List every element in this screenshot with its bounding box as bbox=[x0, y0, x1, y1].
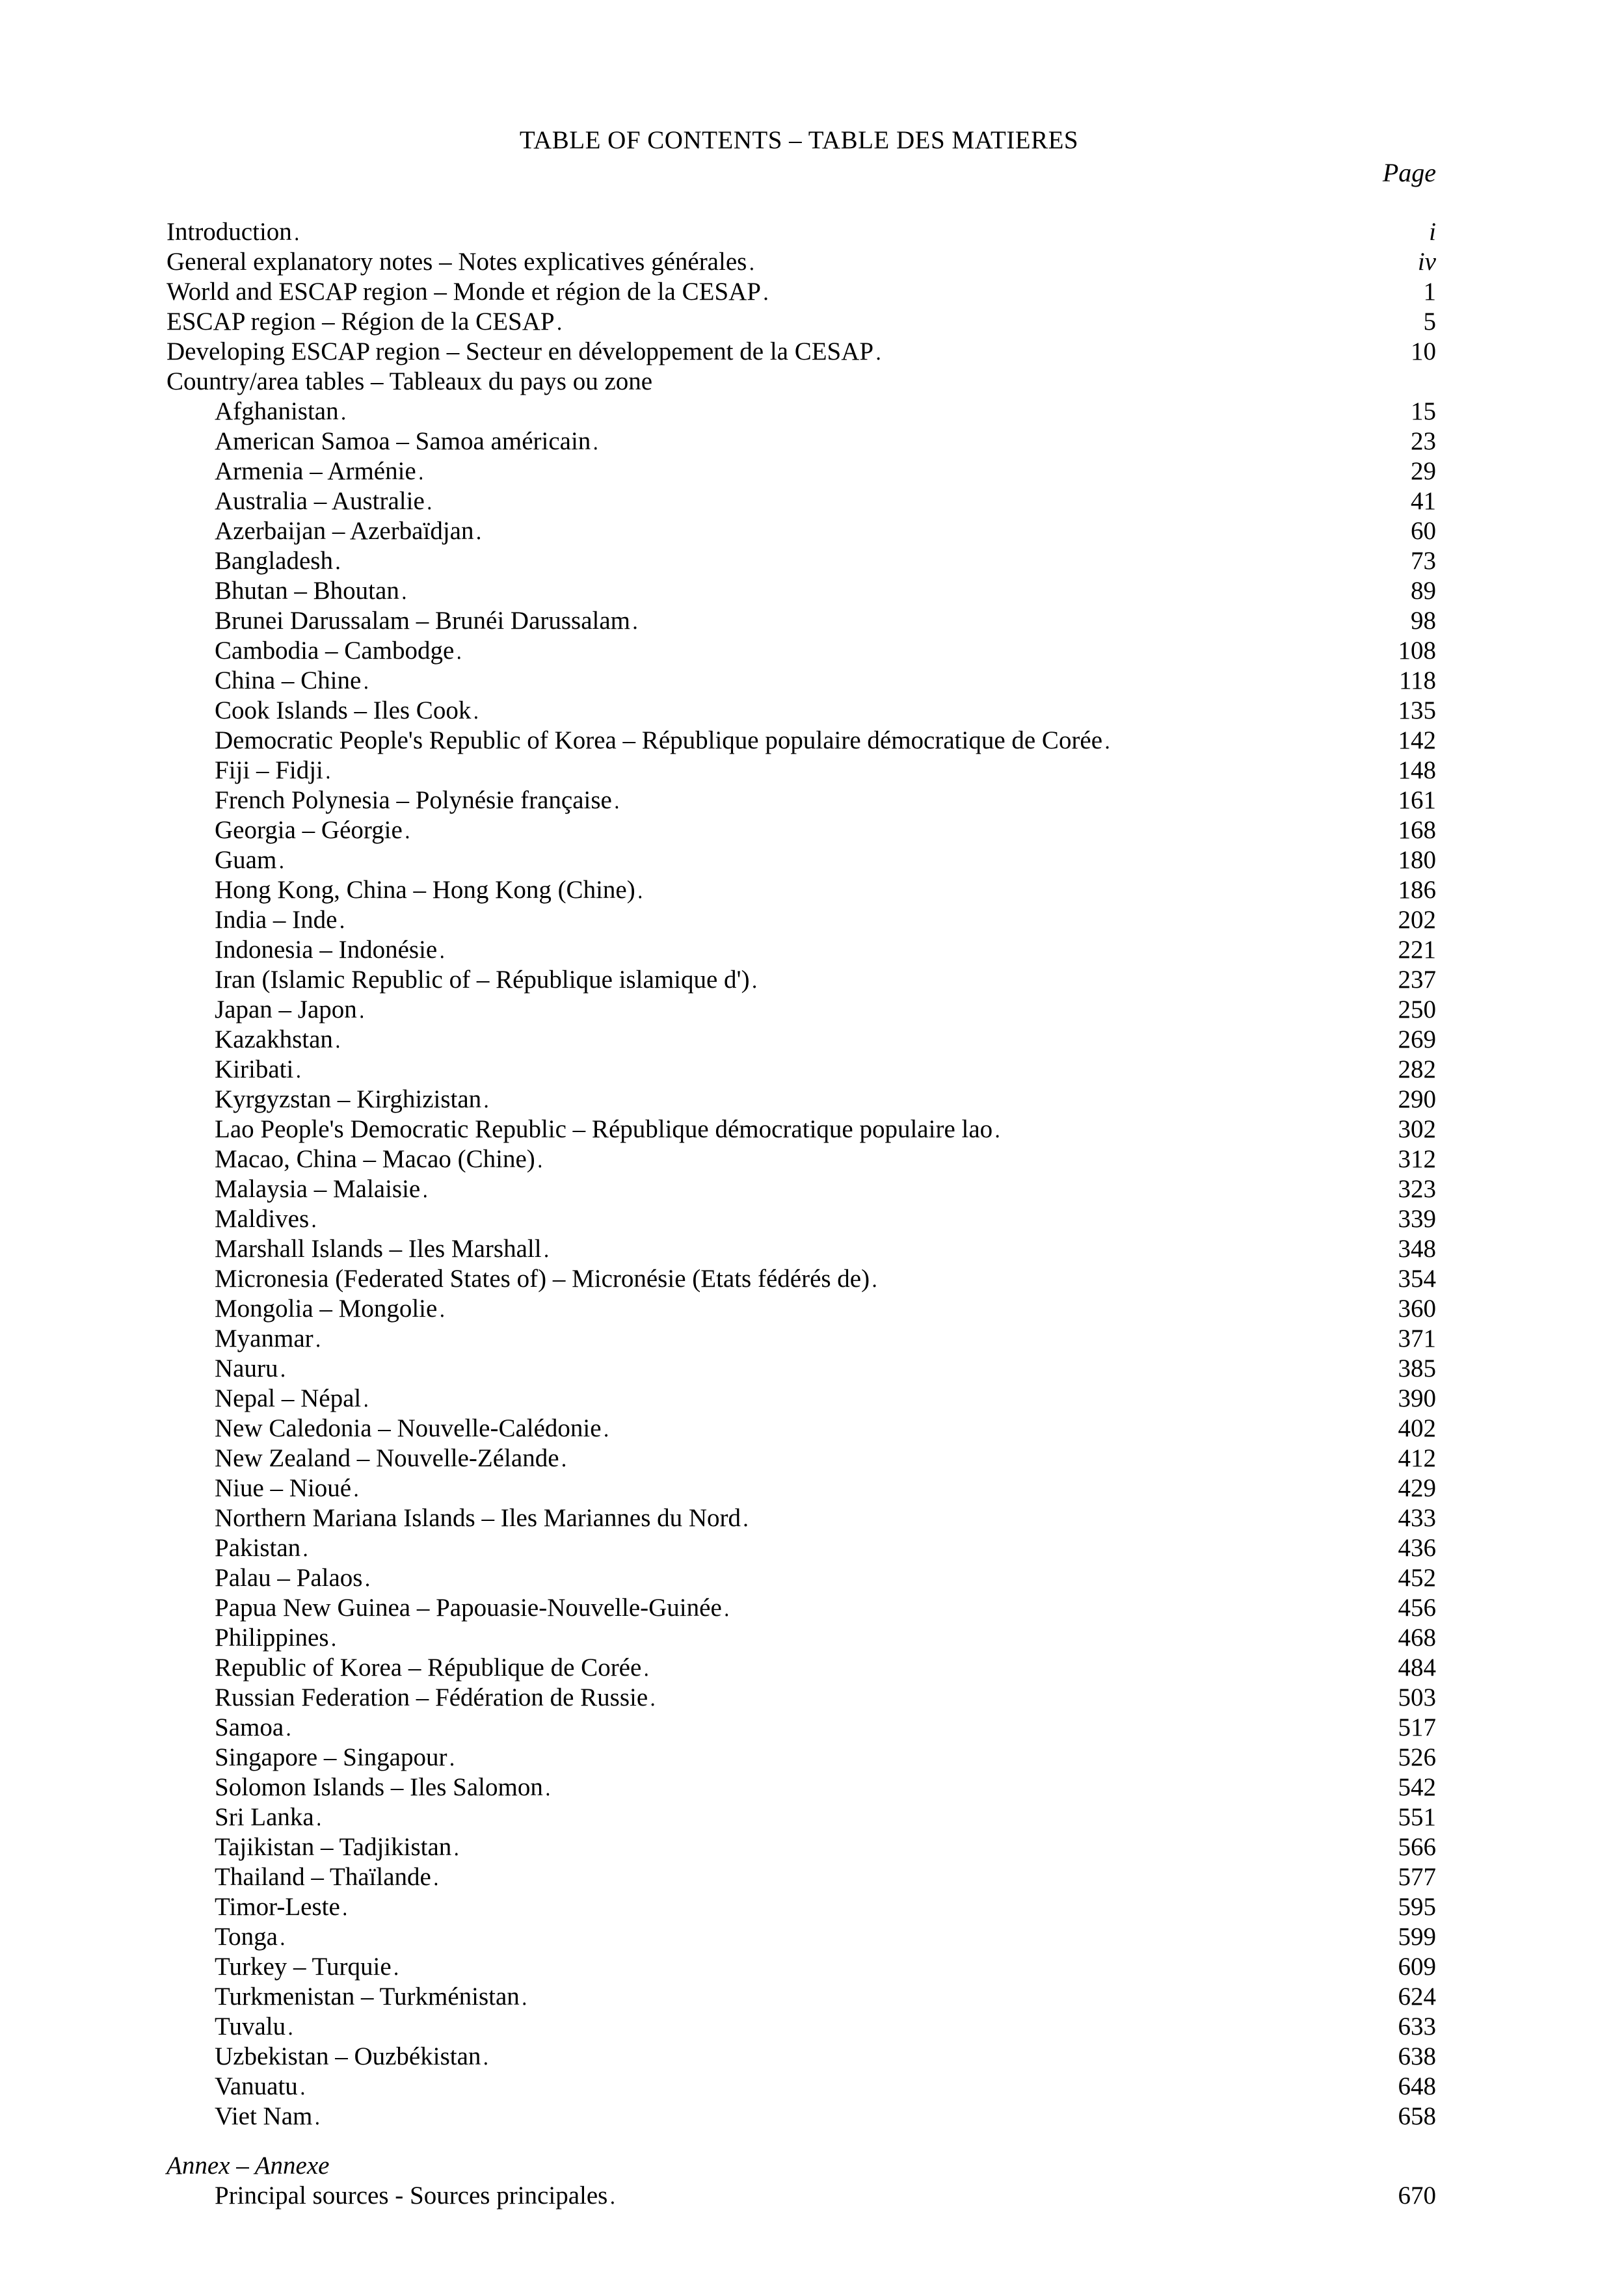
dot-leader bbox=[419, 456, 1408, 489]
entry-label: China – Chine bbox=[215, 666, 362, 694]
dot-leader bbox=[743, 1503, 1395, 1536]
entry-label: Introduction bbox=[166, 218, 292, 246]
entry-label: Philippines bbox=[215, 1624, 329, 1652]
entry-label: New Caledonia – Nouvelle-Calédonie bbox=[215, 1414, 602, 1442]
entry-label: Malaysia – Malaisie bbox=[215, 1175, 421, 1203]
entry-page-number: 142 bbox=[1398, 726, 1436, 754]
dot-leader bbox=[343, 1892, 1396, 1925]
country-entry[interactable] bbox=[166, 1533, 1436, 1563]
entry-page-number: 609 bbox=[1398, 1953, 1436, 1981]
entry-label: Hong Kong, China – Hong Kong (Chine) bbox=[215, 876, 635, 904]
entry-page-number: 118 bbox=[1398, 666, 1436, 694]
dot-leader bbox=[764, 277, 1421, 310]
dot-leader bbox=[300, 2072, 1396, 2104]
entry-label: Bhutan – Bhoutan bbox=[215, 577, 399, 605]
country-entry[interactable] bbox=[166, 1384, 1436, 1414]
country-entry[interactable] bbox=[166, 1773, 1436, 1802]
dot-leader bbox=[405, 815, 1396, 848]
country-entry[interactable] bbox=[166, 1713, 1436, 1743]
entry-label: Fiji – Fidji bbox=[215, 756, 323, 784]
dot-leader bbox=[423, 1174, 1395, 1207]
country-entry[interactable] bbox=[166, 756, 1436, 785]
country-entry[interactable] bbox=[166, 1324, 1436, 1354]
entry-label: Micronesia (Federated States of) – Micronésie (Etats fédérés de) bbox=[215, 1265, 870, 1293]
entry-label: Afghanistan bbox=[215, 397, 339, 425]
entry-page-number: 517 bbox=[1398, 1713, 1436, 1741]
country-entry[interactable] bbox=[166, 1892, 1436, 1922]
entry-label: Turkey – Turquie bbox=[215, 1953, 392, 1981]
entry-label: Niue – Nioué bbox=[215, 1474, 352, 1502]
entry-page-number: 551 bbox=[1398, 1803, 1436, 1831]
country-entry[interactable] bbox=[166, 1952, 1436, 1982]
entry-label: World and ESCAP region – Monde et région de la CESAP bbox=[166, 278, 761, 306]
entry-label: Guam bbox=[215, 846, 277, 874]
entry-page-number: 10 bbox=[1411, 337, 1436, 365]
entry-page-number: 5 bbox=[1423, 308, 1436, 336]
dot-leader bbox=[316, 1324, 1396, 1356]
dot-leader bbox=[593, 427, 1408, 459]
dot-leader bbox=[280, 1354, 1395, 1386]
entry-label: New Zealand – Nouvelle-Zélande bbox=[215, 1444, 559, 1472]
front-matter-entry[interactable] bbox=[166, 307, 1436, 337]
dot-leader bbox=[332, 1623, 1396, 1656]
entry-page-number: 503 bbox=[1398, 1683, 1436, 1711]
country-entry[interactable] bbox=[166, 1623, 1436, 1653]
entry-page-number: 180 bbox=[1398, 846, 1436, 874]
entry-page-number: 648 bbox=[1398, 2072, 1436, 2100]
front-matter-entry[interactable] bbox=[166, 217, 1436, 247]
dot-leader bbox=[279, 845, 1395, 878]
dot-leader bbox=[476, 516, 1408, 549]
entry-label: Singapore – Singapour bbox=[215, 1743, 447, 1771]
country-entry[interactable] bbox=[166, 486, 1436, 516]
entry-page-number: 269 bbox=[1398, 1025, 1436, 1053]
dot-leader bbox=[364, 666, 1396, 698]
entry-page-number: 148 bbox=[1398, 756, 1436, 784]
entry-page-number: 135 bbox=[1398, 696, 1436, 724]
country-entry[interactable] bbox=[166, 1683, 1436, 1713]
entry-page-number: 633 bbox=[1398, 2012, 1436, 2040]
entry-page-number: 290 bbox=[1398, 1085, 1436, 1113]
country-tables-heading: Country/area tables – Tableaux du pays ou zone bbox=[166, 367, 653, 395]
country-entry[interactable] bbox=[166, 1264, 1436, 1294]
country-entry[interactable] bbox=[166, 1862, 1436, 1892]
table-of-contents bbox=[166, 217, 1436, 2131]
country-entry[interactable] bbox=[166, 456, 1436, 486]
country-entry[interactable] bbox=[166, 696, 1436, 726]
entry-page-number: 526 bbox=[1398, 1743, 1436, 1771]
entry-label: Uzbekistan – Ouzbékistan bbox=[215, 2042, 481, 2070]
dot-leader bbox=[440, 1294, 1395, 1326]
dot-leader bbox=[604, 1414, 1396, 1446]
country-entry[interactable] bbox=[166, 397, 1436, 427]
dot-leader bbox=[633, 606, 1408, 639]
entry-label: Tajikistan – Tadjikistan bbox=[215, 1833, 452, 1861]
country-entry[interactable] bbox=[166, 576, 1436, 606]
country-entry[interactable] bbox=[166, 1174, 1436, 1204]
entry-label: Cook Islands – Iles Cook bbox=[215, 696, 472, 724]
entry-page-number: 302 bbox=[1398, 1115, 1436, 1143]
dot-leader bbox=[341, 397, 1408, 429]
dot-leader bbox=[312, 1204, 1395, 1237]
entry-page-number: 23 bbox=[1411, 427, 1436, 455]
country-entry[interactable] bbox=[166, 516, 1436, 546]
entry-page-number: 385 bbox=[1398, 1354, 1436, 1382]
entry-page-number: 484 bbox=[1398, 1654, 1436, 1682]
entry-label: Papua New Guinea – Papouasie-Nouvelle-Guinée bbox=[215, 1594, 722, 1622]
entry-page-number: 186 bbox=[1398, 876, 1436, 904]
country-entry[interactable] bbox=[166, 965, 1436, 995]
dot-leader bbox=[522, 1982, 1396, 2014]
entry-label: French Polynesia – Polynésie française bbox=[215, 786, 612, 814]
country-entry[interactable] bbox=[166, 1294, 1436, 1324]
front-matter-entry[interactable] bbox=[166, 247, 1436, 277]
entry-label: Sri Lanka bbox=[215, 1803, 314, 1831]
entry-label: Developing ESCAP region – Secteur en développement de la CESAP bbox=[166, 337, 874, 365]
entry-page-number: 658 bbox=[1398, 2102, 1436, 2130]
country-list bbox=[166, 397, 1436, 2131]
entry-label: Macao, China – Macao (Chine) bbox=[215, 1145, 535, 1173]
dot-leader bbox=[296, 1055, 1395, 1087]
country-entry[interactable] bbox=[166, 2042, 1436, 2072]
entry-page-number: 348 bbox=[1398, 1235, 1436, 1263]
page-column-label: Page bbox=[1382, 158, 1436, 187]
entry-page-number: 468 bbox=[1398, 1624, 1436, 1652]
country-entry[interactable] bbox=[166, 905, 1436, 935]
country-entry[interactable] bbox=[166, 1234, 1436, 1264]
dot-leader bbox=[434, 1862, 1396, 1895]
entry-page-number: i bbox=[1429, 218, 1436, 246]
entry-label: Japan – Japon bbox=[215, 996, 357, 1023]
country-entry[interactable] bbox=[166, 666, 1436, 696]
dot-leader bbox=[749, 247, 1415, 280]
dot-leader bbox=[315, 2102, 1395, 2134]
dot-leader bbox=[402, 576, 1408, 609]
entry-page-number: 250 bbox=[1398, 996, 1436, 1023]
entry-label: India – Inde bbox=[215, 906, 338, 934]
entry-label: Maldives bbox=[215, 1205, 310, 1233]
country-entry[interactable] bbox=[166, 546, 1436, 576]
country-entry[interactable] bbox=[166, 1653, 1436, 1683]
dot-leader bbox=[457, 636, 1395, 668]
entry-label: Bangladesh bbox=[215, 547, 333, 575]
country-entry[interactable] bbox=[166, 1922, 1436, 1952]
entry-label: Cambodia – Cambodge bbox=[215, 637, 455, 665]
country-entry[interactable] bbox=[166, 726, 1436, 756]
dot-leader bbox=[280, 1922, 1396, 1955]
country-entry[interactable] bbox=[166, 1832, 1436, 1862]
entry-page-number: 60 bbox=[1411, 517, 1436, 545]
entry-page-number: 73 bbox=[1411, 547, 1436, 575]
country-entry[interactable] bbox=[166, 785, 1436, 815]
country-entry[interactable] bbox=[166, 2102, 1436, 2131]
entry-label: Georgia – Géorgie bbox=[215, 816, 403, 844]
dot-leader bbox=[538, 1144, 1396, 1177]
dot-leader bbox=[449, 1743, 1395, 1775]
entry-page-number: 312 bbox=[1398, 1145, 1436, 1173]
entry-page-number: 452 bbox=[1398, 1564, 1436, 1592]
dot-leader bbox=[454, 1832, 1395, 1865]
entry-page-number: 360 bbox=[1398, 1295, 1436, 1323]
entry-page-number: 429 bbox=[1398, 1474, 1436, 1502]
entry-page-number: 29 bbox=[1411, 457, 1436, 485]
entry-label: Mongolia – Mongolie bbox=[215, 1295, 438, 1323]
entry-page-number: 577 bbox=[1398, 1863, 1436, 1891]
entry-label: Solomon Islands – Iles Salomon bbox=[215, 1773, 543, 1801]
entry-page-number: 412 bbox=[1398, 1444, 1436, 1472]
entry-page-number: iv bbox=[1417, 248, 1436, 276]
entry-page-number: 670 bbox=[1398, 2182, 1436, 2210]
dot-leader bbox=[360, 995, 1396, 1027]
entry-label: Armenia – Arménie bbox=[215, 457, 416, 485]
entry-label: Myanmar bbox=[215, 1325, 313, 1353]
dot-leader bbox=[995, 1115, 1395, 1147]
dot-leader bbox=[483, 2042, 1395, 2074]
annex-heading: Annex – Annexe bbox=[166, 2152, 330, 2180]
dot-leader bbox=[286, 1713, 1395, 1745]
dot-leader bbox=[473, 696, 1395, 728]
country-entry[interactable] bbox=[166, 935, 1436, 965]
entry-label: American Samoa – Samoa américain bbox=[215, 427, 591, 455]
entry-page-number: 566 bbox=[1398, 1833, 1436, 1861]
entry-page-number: 15 bbox=[1411, 397, 1436, 425]
entry-label: Australia – Australie bbox=[215, 487, 425, 515]
country-entry[interactable] bbox=[166, 606, 1436, 636]
country-entry[interactable] bbox=[166, 1055, 1436, 1085]
dot-leader bbox=[872, 1264, 1395, 1297]
entry-label: Indonesia – Indonésie bbox=[215, 936, 438, 964]
country-entry[interactable] bbox=[166, 427, 1436, 456]
dot-leader bbox=[336, 546, 1408, 579]
entry-label: Nepal – Népal bbox=[215, 1384, 362, 1412]
entry-page-number: 354 bbox=[1398, 1265, 1436, 1293]
country-entry[interactable] bbox=[166, 1444, 1436, 1473]
country-entry[interactable] bbox=[166, 995, 1436, 1025]
front-matter-list bbox=[166, 217, 1436, 367]
dot-leader bbox=[427, 486, 1408, 519]
entry-label: Lao People's Democratic Republic – République démocratique populaire lao bbox=[215, 1115, 993, 1143]
country-entry[interactable] bbox=[166, 815, 1436, 845]
entry-page-number: 456 bbox=[1398, 1594, 1436, 1622]
dot-leader bbox=[365, 1563, 1395, 1596]
entry-label: Thailand – Thaïlande bbox=[215, 1863, 431, 1891]
entry-page-number: 168 bbox=[1398, 816, 1436, 844]
entry-label: Principal sources - Sources principales bbox=[215, 2182, 608, 2210]
dot-leader bbox=[610, 2181, 1395, 2213]
dot-leader bbox=[1105, 726, 1395, 758]
dot-leader bbox=[557, 307, 1421, 339]
page-title: TABLE OF CONTENTS – TABLE DES MATIERES bbox=[519, 126, 1079, 154]
entry-label: Democratic People's Republic of Korea – République populaire démocratique de Corée bbox=[215, 726, 1103, 754]
entry-label: Nauru bbox=[215, 1354, 278, 1382]
entry-page-number: 595 bbox=[1398, 1893, 1436, 1921]
entry-label: Kiribati bbox=[215, 1055, 294, 1083]
dot-leader bbox=[484, 1085, 1395, 1117]
dot-leader bbox=[644, 1653, 1395, 1685]
entry-label: ESCAP region – Région de la CESAP bbox=[166, 308, 555, 336]
country-entry[interactable] bbox=[166, 1025, 1436, 1055]
entry-label: Samoa bbox=[215, 1713, 284, 1741]
entry-page-number: 638 bbox=[1398, 2042, 1436, 2070]
country-entry[interactable] bbox=[166, 1802, 1436, 1832]
dot-leader bbox=[650, 1683, 1395, 1715]
entry-label: Azerbaijan – Azerbaïdjan bbox=[215, 517, 474, 545]
entry-label: General explanatory notes – Notes explicatives générales bbox=[166, 248, 747, 276]
dot-leader bbox=[340, 905, 1395, 938]
country-entry[interactable] bbox=[166, 636, 1436, 666]
country-entry[interactable] bbox=[166, 1982, 1436, 2012]
dot-leader bbox=[326, 756, 1396, 788]
entry-label: Palau – Palaos bbox=[215, 1564, 363, 1592]
entry-page-number: 624 bbox=[1398, 1983, 1436, 2011]
dot-leader bbox=[876, 337, 1408, 369]
country-entry[interactable] bbox=[166, 1115, 1436, 1144]
entry-label: Brunei Darussalam – Brunéi Darussalam bbox=[215, 607, 631, 635]
entry-page-number: 237 bbox=[1398, 966, 1436, 994]
dot-leader bbox=[638, 875, 1396, 908]
annex-entry[interactable] bbox=[166, 2181, 1436, 2211]
dot-leader bbox=[394, 1952, 1396, 1985]
country-entry[interactable] bbox=[166, 1563, 1436, 1593]
entry-page-number: 108 bbox=[1398, 637, 1436, 665]
dot-leader bbox=[725, 1593, 1396, 1626]
country-entry[interactable] bbox=[166, 1414, 1436, 1444]
entry-page-number: 371 bbox=[1398, 1325, 1436, 1353]
dot-leader bbox=[317, 1802, 1396, 1835]
entry-page-number: 339 bbox=[1398, 1205, 1436, 1233]
entry-page-number: 89 bbox=[1411, 577, 1436, 605]
entry-page-number: 1 bbox=[1423, 278, 1436, 306]
dot-leader bbox=[354, 1473, 1395, 1506]
entry-page-number: 202 bbox=[1398, 906, 1436, 934]
entry-label: Viet Nam bbox=[215, 2102, 313, 2130]
entry-label: Kyrgyzstan – Kirghizistan bbox=[215, 1085, 482, 1113]
front-matter-entry[interactable] bbox=[166, 277, 1436, 307]
entry-label: Republic of Korea – République de Corée bbox=[215, 1654, 642, 1682]
entry-page-number: 221 bbox=[1398, 936, 1436, 964]
entry-label: Vanuatu bbox=[215, 2072, 298, 2100]
dot-leader bbox=[364, 1384, 1395, 1416]
entry-label: Timor-Leste bbox=[215, 1893, 340, 1921]
entry-label: Tuvalu bbox=[215, 2012, 286, 2040]
country-entry[interactable] bbox=[166, 875, 1436, 905]
entry-page-number: 390 bbox=[1398, 1384, 1436, 1412]
entry-label: Russian Federation – Fédération de Russie bbox=[215, 1683, 648, 1711]
front-matter-entry[interactable] bbox=[166, 337, 1436, 367]
entry-page-number: 436 bbox=[1398, 1534, 1436, 1562]
entry-page-number: 323 bbox=[1398, 1175, 1436, 1203]
entry-page-number: 282 bbox=[1398, 1055, 1436, 1083]
country-entry[interactable] bbox=[166, 1473, 1436, 1503]
entry-page-number: 98 bbox=[1411, 607, 1436, 635]
entry-label: Tonga bbox=[215, 1923, 278, 1951]
country-entry[interactable] bbox=[166, 1354, 1436, 1384]
entry-page-number: 402 bbox=[1398, 1414, 1436, 1442]
country-entry[interactable] bbox=[166, 2072, 1436, 2102]
entry-label: Pakistan bbox=[215, 1534, 301, 1562]
country-entry[interactable] bbox=[166, 1593, 1436, 1623]
country-entry[interactable] bbox=[166, 2012, 1436, 2042]
entry-page-number: 599 bbox=[1398, 1923, 1436, 1951]
dot-leader bbox=[752, 965, 1396, 997]
annex-list bbox=[166, 2181, 1436, 2211]
country-entry[interactable] bbox=[166, 1503, 1436, 1533]
entry-label: Turkmenistan – Turkménistan bbox=[215, 1983, 520, 2011]
entry-page-number: 161 bbox=[1398, 786, 1436, 814]
entry-page-number: 41 bbox=[1411, 487, 1436, 515]
dot-leader bbox=[544, 1234, 1396, 1267]
country-entry[interactable] bbox=[166, 845, 1436, 875]
dot-leader bbox=[303, 1533, 1395, 1566]
entry-label: Kazakhstan bbox=[215, 1025, 333, 1053]
country-entry[interactable] bbox=[166, 1085, 1436, 1115]
dot-leader bbox=[440, 935, 1395, 968]
dot-leader bbox=[615, 785, 1396, 818]
dot-leader bbox=[288, 2012, 1395, 2044]
country-entry[interactable] bbox=[166, 1204, 1436, 1234]
entry-label: Marshall Islands – Iles Marshall bbox=[215, 1235, 542, 1263]
country-entry[interactable] bbox=[166, 1144, 1436, 1174]
dot-leader bbox=[562, 1444, 1396, 1476]
dot-leader bbox=[336, 1025, 1396, 1057]
entry-page-number: 542 bbox=[1398, 1773, 1436, 1801]
dot-leader bbox=[295, 217, 1426, 250]
entry-label: Iran (Islamic Republic of – République islamique d') bbox=[215, 966, 750, 994]
entry-page-number: 433 bbox=[1398, 1504, 1436, 1532]
entry-label: Northern Mariana Islands – Iles Mariannes du Nord bbox=[215, 1504, 741, 1532]
country-entry[interactable] bbox=[166, 1743, 1436, 1773]
dot-leader bbox=[546, 1773, 1396, 1805]
